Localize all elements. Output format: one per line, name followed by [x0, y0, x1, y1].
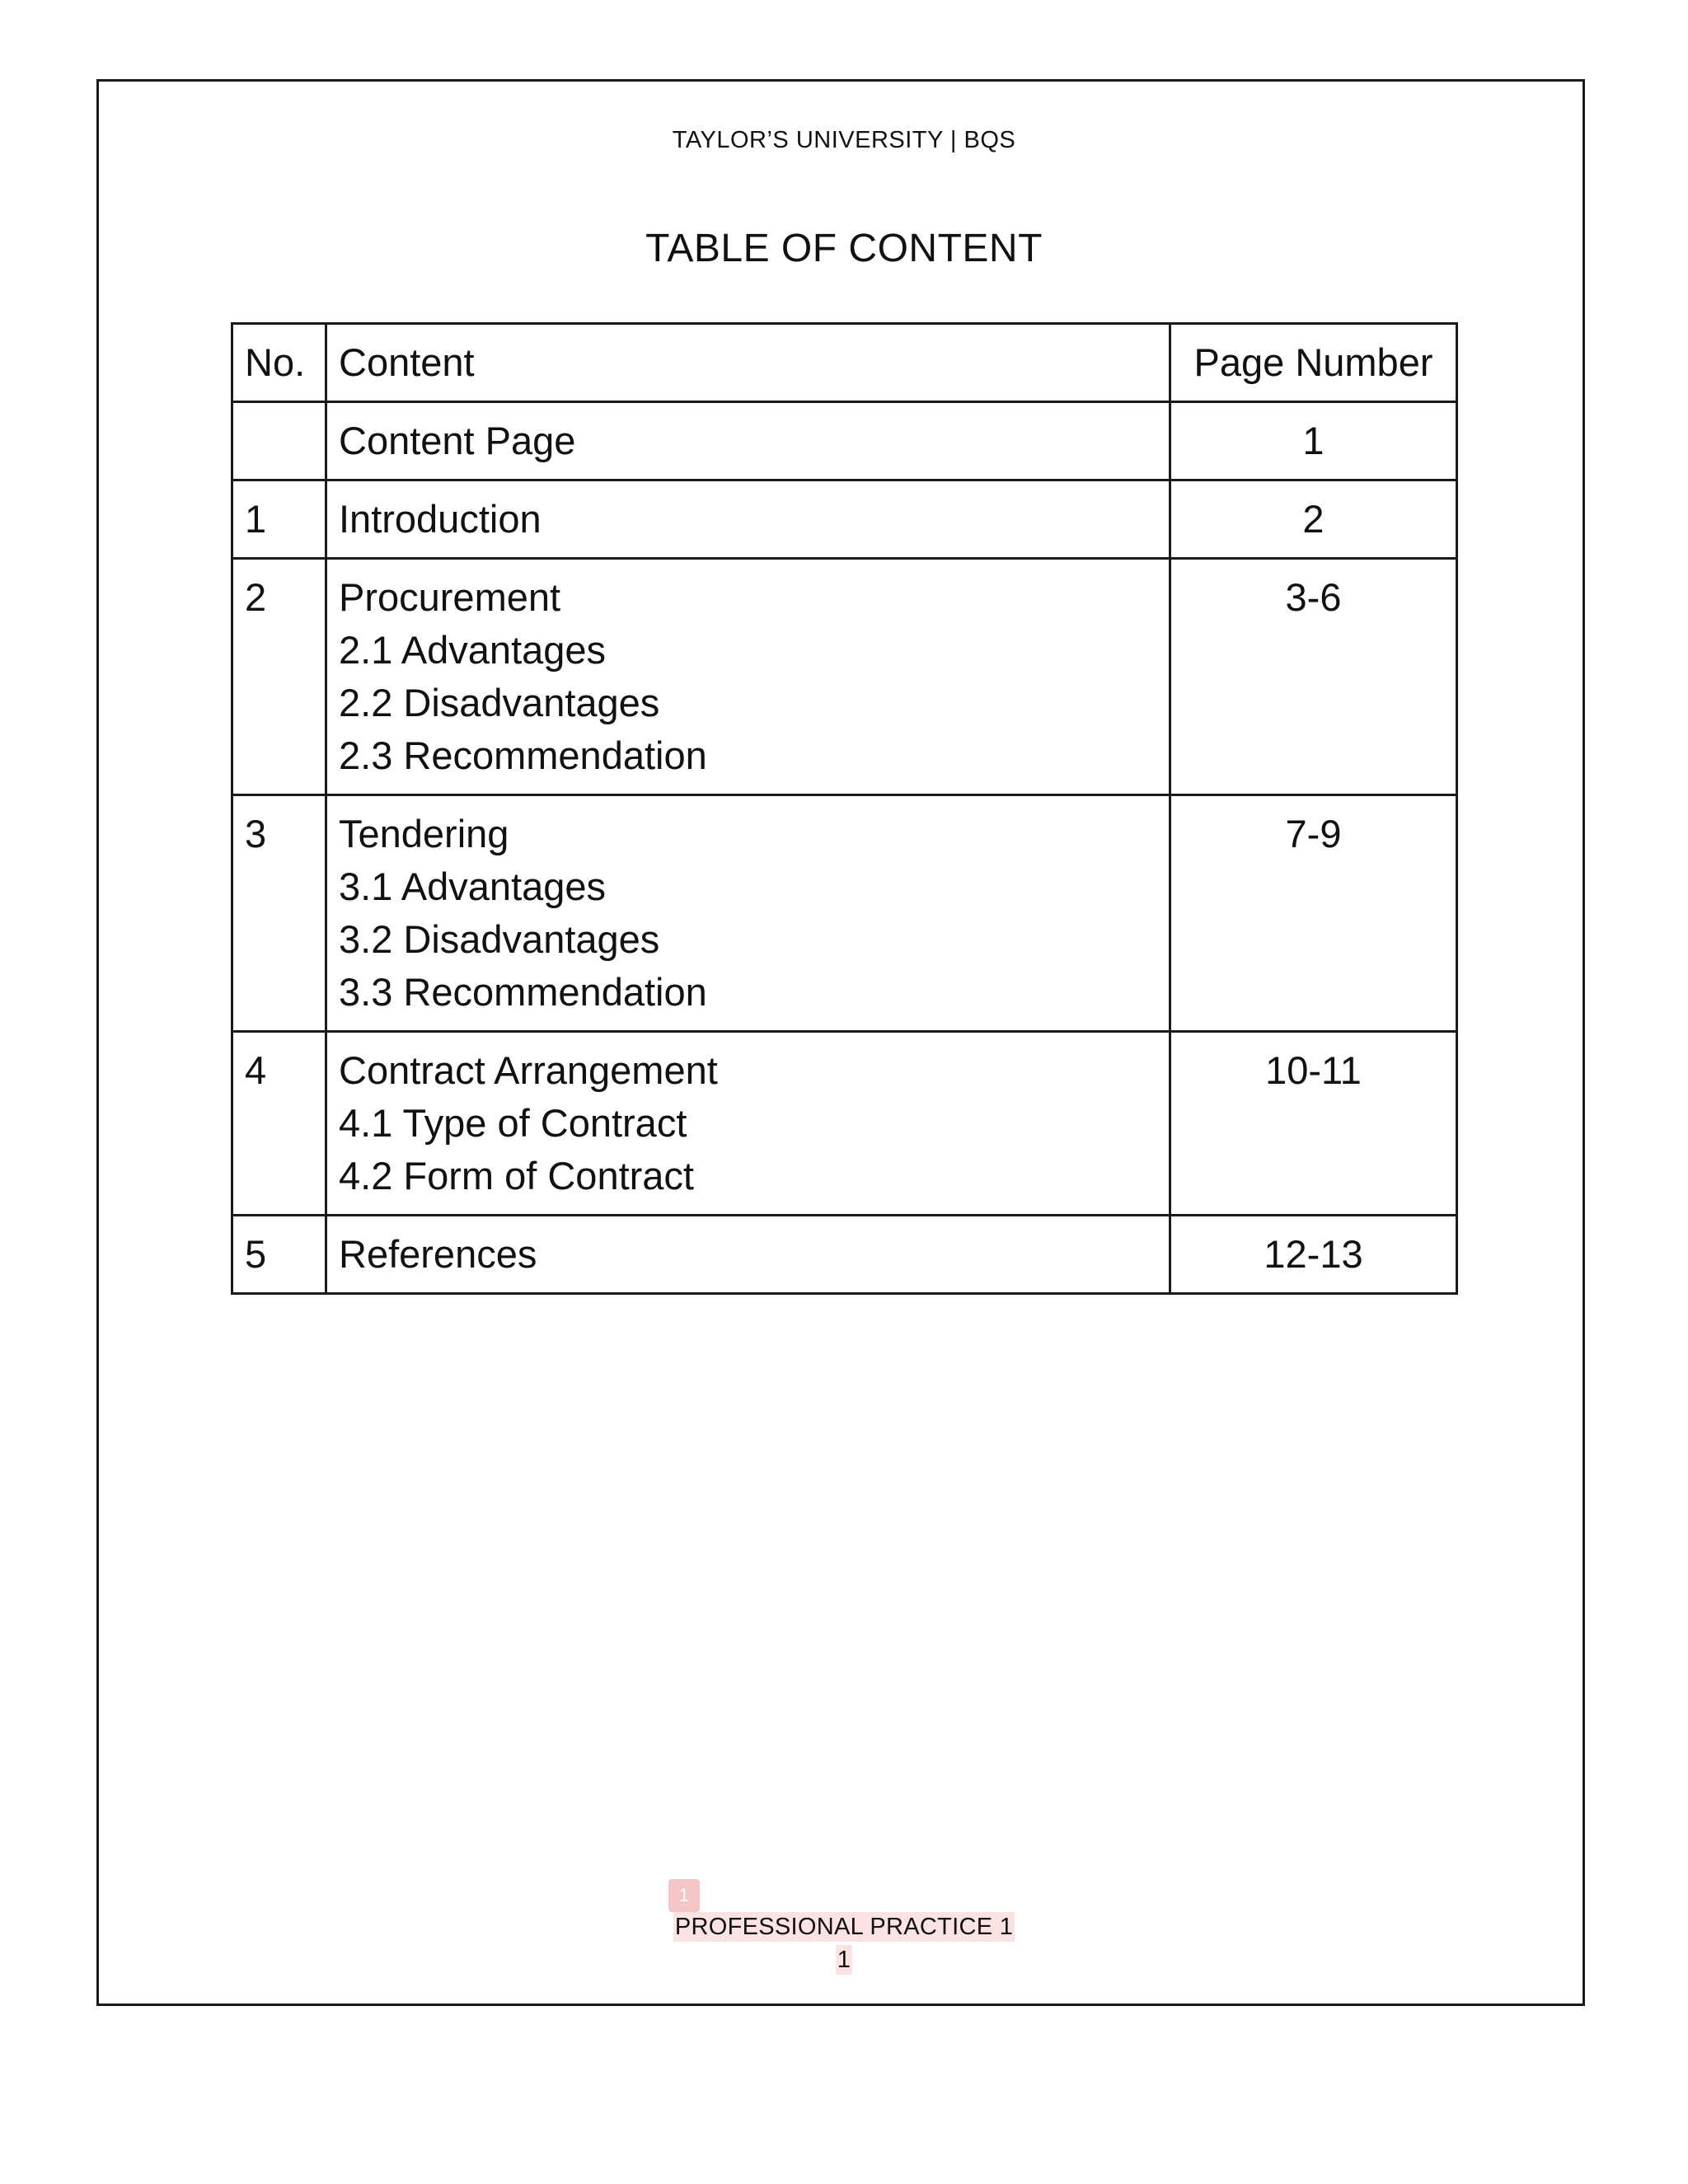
section-title: Contract Arrangement — [339, 1048, 718, 1092]
table-of-contents — [231, 322, 1458, 1295]
table-row — [232, 480, 1457, 559]
row-content — [326, 559, 1170, 795]
table-row — [232, 559, 1457, 795]
table-header-row — [232, 324, 1457, 402]
section-title: Tendering — [339, 812, 509, 855]
row-content — [326, 795, 1170, 1032]
row-number: 2 — [232, 559, 326, 795]
section-title: References — [339, 1232, 537, 1276]
section-title: Content Page — [339, 419, 576, 462]
subsection-title: 4.1 Type of Contract — [339, 1101, 687, 1145]
subsection-title: 2.2 Disadvantages — [339, 681, 660, 724]
subsection-title: 2.1 Advantages — [339, 628, 607, 672]
row-content — [326, 402, 1170, 480]
row-content — [326, 1216, 1170, 1294]
subsection-title: 2.3 Recommendation — [339, 733, 707, 777]
footer-marker-badge: 1 — [668, 1879, 700, 1912]
section-title: Introduction — [339, 497, 542, 541]
running-header: TAYLOR’S UNIVERSITY | BQS — [672, 127, 1016, 153]
row-page-number: 7-9 — [1170, 795, 1457, 1032]
footer-page-number — [0, 1947, 1688, 1974]
column-header-content: Content — [326, 324, 1170, 402]
section-title: Procurement — [339, 575, 561, 619]
subsection-title: 3.1 Advantages — [339, 865, 607, 908]
table-row — [232, 795, 1457, 1032]
row-content — [326, 480, 1170, 559]
row-number: 4 — [232, 1032, 326, 1216]
subsection-title: 4.2 Form of Contract — [339, 1154, 694, 1197]
subsection-title: 3.2 Disadvantages — [339, 917, 660, 961]
table-row — [232, 1216, 1457, 1294]
row-content — [326, 1032, 1170, 1216]
column-header-page-number: Page Number — [1170, 324, 1457, 402]
row-number: 5 — [232, 1216, 326, 1294]
row-number — [232, 402, 326, 480]
table-row — [232, 402, 1457, 480]
column-header-no: No. — [232, 324, 326, 402]
row-page-number: 1 — [1170, 402, 1457, 480]
row-page-number: 12-13 — [1170, 1216, 1457, 1294]
row-page-number: 3-6 — [1170, 559, 1457, 795]
footer-label — [0, 1914, 1688, 1941]
row-page-number: 2 — [1170, 480, 1457, 559]
row-page-number: 10-11 — [1170, 1032, 1457, 1216]
footer-page-number-text: 1 — [837, 1947, 851, 1973]
footer-label-text: PROFESSIONAL PRACTICE 1 — [674, 1914, 1014, 1940]
row-number: 1 — [232, 480, 326, 559]
row-number: 3 — [232, 795, 326, 1032]
subsection-title: 3.3 Recommendation — [339, 970, 707, 1014]
table-row — [232, 1032, 1457, 1216]
page-title: TABLE OF CONTENT — [645, 227, 1043, 270]
